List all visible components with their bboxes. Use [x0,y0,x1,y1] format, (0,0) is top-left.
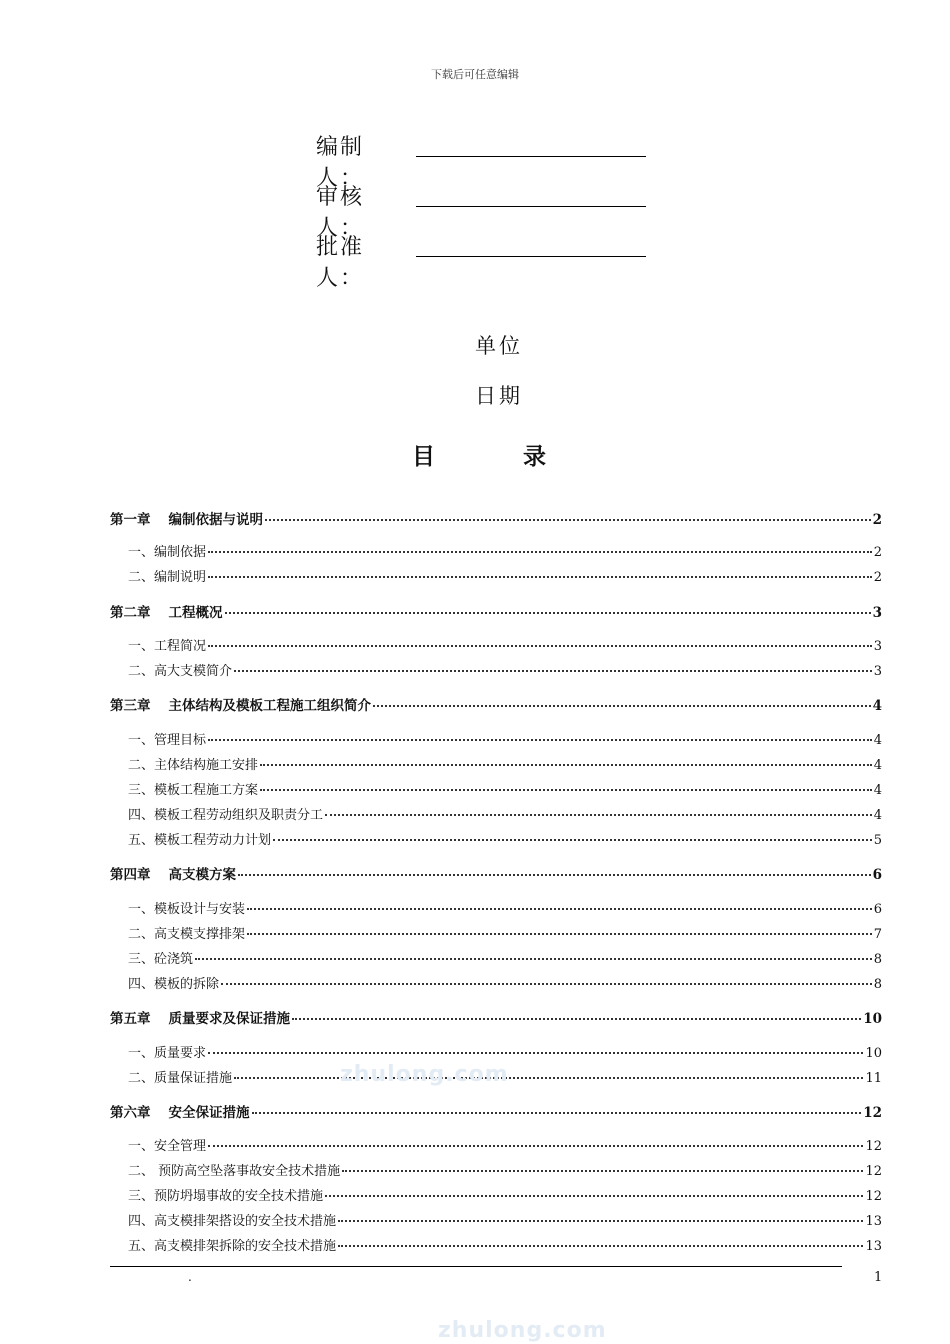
dot-leader [292,1017,861,1020]
toc-page-number: 12 [865,1139,882,1154]
signature-label: 编制人： [316,135,365,191]
toc-section-entry[interactable] [110,1235,882,1254]
dot-leader [260,788,872,791]
toc-entry-title: 一、安全管理 [128,1139,207,1154]
toc-entry-label [128,729,206,748]
header-note: 下载后可任意编辑 [431,68,519,81]
toc-entry-title: 三、预防坍塌事故的安全技术措施 [128,1189,324,1204]
toc-page-number: 4 [873,758,882,773]
toc-entry-label [128,1235,336,1254]
toc-entry-label [128,1160,340,1179]
footer-mark: . [188,1270,192,1284]
dot-leader [208,738,872,741]
chapter-number: 第三章 [110,698,151,714]
toc-page-number: 3 [873,664,882,679]
toc-entry-label [128,804,323,823]
toc-entry-title: 三、砼浇筑 [128,952,194,967]
dot-leader [238,873,871,876]
toc-section-entry[interactable] [110,754,882,773]
toc-entry-title: 五、高支模排架拆除的安全技术措施 [128,1239,337,1254]
toc-page-number: 10 [863,1011,882,1027]
signature-line [416,156,646,157]
dot-leader [325,1194,863,1197]
toc-section-entry[interactable] [110,1160,882,1179]
toc-page-number: 12 [865,1189,882,1204]
toc-entry-title: 三、模板工程施工方案 [128,783,259,798]
toc-entry-label [128,1042,206,1061]
toc-page-number: 3 [872,605,882,621]
dot-leader [225,611,871,614]
toc-entry-label [128,754,258,773]
toc-page-number: 2 [872,512,882,528]
toc-entry-label [128,948,193,967]
toc-section-entry[interactable] [110,1135,882,1154]
toc-entry-title: 五、模板工程劳动力计划 [128,833,272,848]
toc-entry-title: 一、工程简况 [128,639,207,654]
toc-entry-label [128,973,219,992]
toc-entry-title: 二、质量保证措施 [128,1071,233,1086]
toc-page-number: 4 [873,808,882,823]
toc-title: 目 录 [411,444,586,470]
toc-page-number: 6 [873,902,882,917]
chapter-number: 第五章 [110,1011,151,1027]
dot-leader [338,1244,863,1247]
toc-entry-label [110,694,371,714]
dot-leader [252,1111,862,1114]
dot-leader [208,644,872,647]
toc-section-entry[interactable] [110,1185,882,1204]
toc-chapter-entry[interactable] [110,508,882,528]
dot-leader [234,669,872,672]
toc-entry-label [128,923,245,942]
page-number: 1 [874,1270,883,1285]
toc-entry-label [128,566,206,585]
toc-page-number: 2 [873,570,882,585]
toc-entry-title: 编制依据与说明 [168,512,263,528]
toc-chapter-entry[interactable] [110,1101,882,1121]
toc-page-number: 13 [865,1214,882,1229]
toc-section-entry[interactable] [110,729,882,748]
toc-entry-label [128,829,271,848]
toc-section-entry[interactable] [110,541,882,560]
toc-section-entry[interactable] [110,923,882,942]
dot-leader [325,813,872,816]
toc-section-entry[interactable] [110,1042,882,1061]
toc-entry-title: 二、 预防高空坠落事故安全技术措施 [128,1164,341,1179]
dot-leader [234,1076,863,1079]
toc-entry-title: 四、模板的拆除 [128,977,220,992]
toc-entry-title: 二、主体结构施工安排 [128,758,259,773]
toc-entry-label [128,779,258,798]
toc-section-entry[interactable] [110,948,882,967]
toc-entry-label [110,601,223,621]
toc-entry-label [128,1067,232,1086]
toc-page-number: 10 [865,1046,882,1061]
toc-entry-label [110,863,236,883]
toc-entry-title: 工程概况 [168,605,223,621]
chapter-number: 第二章 [110,605,151,621]
toc-page-number: 5 [873,833,882,848]
toc-section-entry[interactable] [110,829,882,848]
toc-page-number: 4 [873,783,882,798]
toc-section-entry[interactable] [110,660,882,679]
dot-leader [208,1051,863,1054]
dot-leader [265,518,871,521]
dot-leader [373,704,871,707]
toc-page-number: 4 [873,733,882,748]
toc-page-number: 7 [873,927,882,942]
unit-label: 单位 [475,334,523,358]
toc-page-number: 4 [872,698,882,714]
toc-section-entry[interactable] [110,804,882,823]
footer-rule [110,1266,842,1267]
chapter-number: 第六章 [110,1105,151,1121]
toc-section-entry[interactable] [110,898,882,917]
toc-page-number: 12 [863,1105,882,1121]
toc-entry-title: 主体结构及模板工程施工组织简介 [168,698,371,714]
toc-page-number: 12 [865,1164,882,1179]
toc-page-number: 8 [873,977,882,992]
dot-leader [260,763,872,766]
toc-section-entry[interactable] [110,1210,882,1229]
watermark: zhulong.com [438,1318,607,1343]
signature-line [416,256,646,257]
dot-leader [208,1144,863,1147]
toc-chapter-entry[interactable] [110,601,882,621]
dot-leader [342,1169,863,1172]
toc-entry-label [128,660,232,679]
toc-entry-title: 二、高支模支撑排架 [128,927,246,942]
signature-label: 批准人： [316,235,365,291]
toc-entry-label [128,898,245,917]
toc-entry-title: 一、质量要求 [128,1046,207,1061]
toc-entry-label [128,635,206,654]
toc-chapter-entry[interactable] [110,694,882,714]
watermark: zhulong.com [340,1062,509,1087]
dot-leader [208,550,872,553]
dot-leader [247,907,872,910]
signature-line [416,206,646,207]
toc-entry-title: 安全保证措施 [168,1105,250,1121]
toc-entry-title: 一、管理目标 [128,733,207,748]
dot-leader [221,982,872,985]
chapter-number: 第四章 [110,867,151,883]
dot-leader [247,932,872,935]
toc-page-number: 6 [872,867,882,883]
toc-entry-title: 四、模板工程劳动组织及职责分工 [128,808,324,823]
toc-entry-title: 二、高大支模简介 [128,664,233,679]
toc-page-number: 13 [865,1239,882,1254]
dot-leader [273,838,872,841]
toc-section-entry[interactable] [110,779,882,798]
toc-entry-label [110,1007,290,1027]
dot-leader [208,575,872,578]
toc-page-number: 2 [873,545,882,560]
toc-entry-title: 二、编制说明 [128,570,207,585]
toc-entry-title: 质量要求及保证措施 [168,1011,290,1027]
toc-entry-label [128,1210,336,1229]
toc-chapter-entry[interactable] [110,1007,882,1027]
dot-leader [195,957,872,960]
toc-section-entry[interactable] [110,566,882,585]
signature-label: 审核人： [316,185,365,241]
toc-chapter-entry[interactable] [110,863,882,883]
toc-entry-title: 一、编制依据 [128,545,207,560]
toc-section-entry[interactable] [110,973,882,992]
toc-entry-label [128,541,206,560]
date-label: 日期 [475,384,523,408]
chapter-number: 第一章 [110,512,151,528]
toc-section-entry[interactable] [110,635,882,654]
toc-entry-label [110,508,263,528]
toc-entry-label [110,1101,250,1121]
toc-entry-label [128,1135,206,1154]
toc-entry-title: 高支模方案 [168,867,236,883]
toc-entry-title: 一、模板设计与安装 [128,902,246,917]
toc-page-number: 11 [865,1071,882,1086]
toc-entry-title: 四、高支模排架搭设的安全技术措施 [128,1214,337,1229]
toc-entry-label [128,1185,323,1204]
dot-leader [338,1219,863,1222]
toc-page-number: 3 [873,639,882,654]
toc-page-number: 8 [873,952,882,967]
